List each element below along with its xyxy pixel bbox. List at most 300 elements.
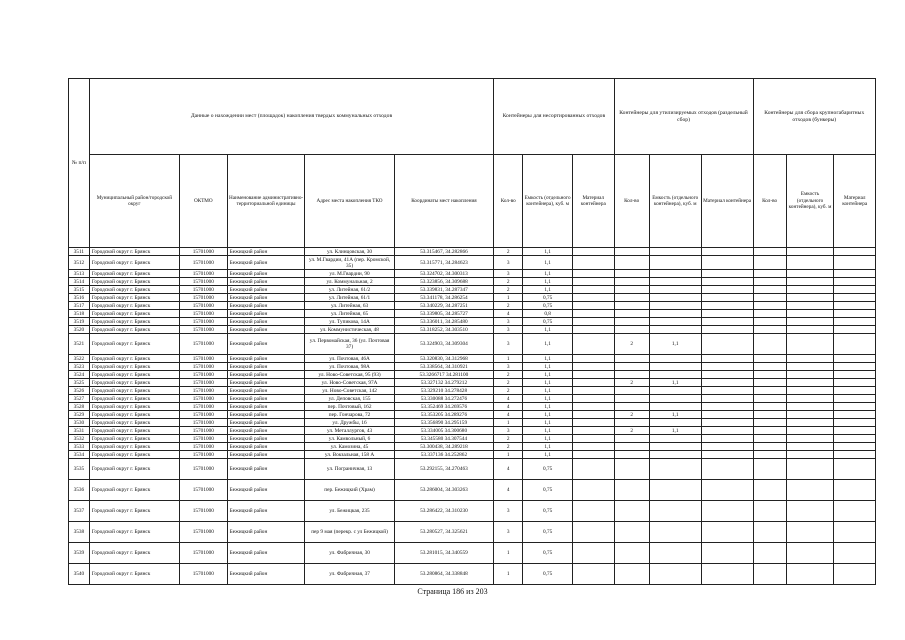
col-header: Емкость (отдельного контейнера), куб. м: [786, 155, 834, 248]
cell-row-number: 3529: [69, 411, 90, 419]
cell-bunker-material: [834, 286, 876, 294]
cell-address: пер 9 мая (перекр. с ул Бежицкой): [305, 522, 394, 543]
table-row: [69, 278, 876, 286]
cell-unsorted-material: [573, 411, 614, 419]
cell-address: ул. Камвольный, 6: [305, 435, 394, 443]
cell-bunker-material: [834, 248, 876, 256]
group-separate-header: Контейнеры для утилизируемых отходов (раздельный сбор): [614, 79, 753, 155]
cell-oktmo-code: 15701000: [179, 379, 227, 387]
cell-unsorted-material: [573, 543, 614, 564]
table-row: [69, 270, 876, 278]
cell-admin-unit: Бежицкий район: [227, 310, 305, 318]
cell-admin-unit: Бежицкий район: [227, 318, 305, 326]
page-footer: Страница 186 из 203: [417, 587, 488, 596]
cell-separate-count: [614, 451, 649, 459]
cell-municipality: Городской округ г. Брянск: [89, 543, 179, 564]
cell-separate-capacity: [649, 286, 701, 294]
table-row: [69, 387, 876, 395]
cell-separate-material: [701, 395, 753, 403]
cell-bunker-material: [834, 543, 876, 564]
cell-coordinates: 53.353205 34.289276: [394, 411, 494, 419]
cell-coordinates: 53.324702, 34.300313: [394, 270, 494, 278]
cell-unsorted-capacity: 0,8: [523, 310, 573, 318]
col-header: Муниципальный район/городской округ: [89, 155, 179, 248]
cell-separate-capacity: 1,1: [649, 334, 701, 355]
cell-coordinates: 53.280527, 34.325621: [394, 522, 494, 543]
cell-municipality: Городской округ г. Брянск: [89, 564, 179, 585]
cell-row-number: 3537: [69, 501, 90, 522]
cell-row-number: 3533: [69, 443, 90, 451]
cell-oktmo-code: 15701000: [179, 522, 227, 543]
cell-oktmo-code: 15701000: [179, 302, 227, 310]
cell-row-number: 3524: [69, 371, 90, 379]
cell-oktmo-code: 15701000: [179, 326, 227, 334]
cell-address: ул. М.Гвардии, 90: [305, 270, 394, 278]
cell-row-number: 3521: [69, 334, 90, 355]
cell-unsorted-material: [573, 371, 614, 379]
cell-unsorted-count: 1: [494, 543, 523, 564]
cell-coordinates: 53.286004, 34.303263: [394, 480, 494, 501]
cell-separate-capacity: [649, 387, 701, 395]
cell-unsorted-count: 2: [494, 387, 523, 395]
cell-bunker-count: [753, 310, 786, 318]
cell-address: ул. Литейная, 61/1: [305, 294, 394, 302]
cell-oktmo-code: 15701000: [179, 310, 227, 318]
group-unsorted-header: Контейнеры для несортированных отходов: [494, 79, 614, 155]
cell-bunker-material: [834, 326, 876, 334]
cell-municipality: Городской округ г. Брянск: [89, 248, 179, 256]
cell-separate-count: [614, 270, 649, 278]
cell-unsorted-capacity: 0,75: [523, 522, 573, 543]
table-body: [69, 248, 876, 585]
cell-unsorted-material: [573, 443, 614, 451]
cell-separate-count: [614, 395, 649, 403]
cell-unsorted-count: 4: [494, 395, 523, 403]
cell-unsorted-count: 3: [494, 256, 523, 270]
cell-unsorted-count: 1: [494, 419, 523, 427]
cell-oktmo-code: 15701000: [179, 411, 227, 419]
cell-separate-count: [614, 248, 649, 256]
table-row: [69, 371, 876, 379]
cell-unsorted-capacity: 0,75: [523, 302, 573, 310]
cell-address: ул. Коммунистическая, 48: [305, 326, 394, 334]
cell-unsorted-capacity: 1,1: [523, 355, 573, 363]
cell-row-number: 3525: [69, 379, 90, 387]
cell-admin-unit: Бежицкий район: [227, 270, 305, 278]
cell-bunker-material: [834, 403, 876, 411]
cell-bunker-count: [753, 403, 786, 411]
cell-admin-unit: Бежицкий район: [227, 334, 305, 355]
cell-bunker-material: [834, 564, 876, 585]
cell-unsorted-count: 2: [494, 286, 523, 294]
cell-coordinates: 53.286422, 34.310230: [394, 501, 494, 522]
cell-unsorted-capacity: 1,1: [523, 286, 573, 294]
cell-separate-capacity: [649, 326, 701, 334]
cell-bunker-count: [753, 371, 786, 379]
cell-separate-capacity: [649, 564, 701, 585]
cell-unsorted-capacity: 1,1: [523, 278, 573, 286]
cell-separate-material: [701, 411, 753, 419]
cell-row-number: 3531: [69, 427, 90, 435]
cell-admin-unit: Бежицкий район: [227, 379, 305, 387]
cell-bunker-capacity: [786, 355, 834, 363]
cell-row-number: 3517: [69, 302, 90, 310]
cell-unsorted-material: [573, 435, 614, 443]
cell-admin-unit: Бежицкий район: [227, 371, 305, 379]
cell-row-number: 3520: [69, 326, 90, 334]
document-page: [68, 78, 876, 585]
cell-municipality: Городской округ г. Брянск: [89, 310, 179, 318]
cell-coordinates: 53.281015, 34.340559: [394, 543, 494, 564]
table-row: [69, 334, 876, 355]
cell-admin-unit: Бежицкий район: [227, 543, 305, 564]
cell-bunker-capacity: [786, 363, 834, 371]
cell-unsorted-capacity: 0,75: [523, 543, 573, 564]
cell-separate-capacity: [649, 302, 701, 310]
cell-unsorted-count: 3: [494, 270, 523, 278]
cell-bunker-count: [753, 564, 786, 585]
cell-bunker-capacity: [786, 480, 834, 501]
cell-bunker-material: [834, 379, 876, 387]
cell-coordinates: 53.329210 34.278428: [394, 387, 494, 395]
cell-admin-unit: Бежицкий район: [227, 501, 305, 522]
col-header: Материал контейнера: [701, 155, 753, 248]
cell-unsorted-material: [573, 318, 614, 326]
table-row: [69, 363, 876, 371]
cell-unsorted-material: [573, 480, 614, 501]
cell-oktmo-code: 15701000: [179, 334, 227, 355]
cell-oktmo-code: 15701000: [179, 294, 227, 302]
cell-admin-unit: Бежицкий район: [227, 427, 305, 435]
cell-bunker-material: [834, 270, 876, 278]
cell-municipality: Городской округ г. Брянск: [89, 427, 179, 435]
cell-address: ул. Литейная, 65: [305, 310, 394, 318]
cell-bunker-capacity: [786, 371, 834, 379]
cell-separate-count: [614, 443, 649, 451]
col-header: Кол-во: [753, 155, 786, 248]
cell-admin-unit: Бежицкий район: [227, 278, 305, 286]
cell-row-number: 3532: [69, 435, 90, 443]
cell-separate-material: [701, 443, 753, 451]
cell-unsorted-capacity: 1,1: [523, 379, 573, 387]
cell-row-number: 3513: [69, 270, 90, 278]
cell-unsorted-capacity: 1,1: [523, 256, 573, 270]
cell-separate-count: [614, 501, 649, 522]
table-row: [69, 379, 876, 387]
cell-coordinates: 53.352469 34.269576: [394, 403, 494, 411]
table-row: [69, 403, 876, 411]
cell-municipality: Городской округ г. Брянск: [89, 522, 179, 543]
cell-oktmo-code: 15701000: [179, 451, 227, 459]
cell-coordinates: 53.292155, 34.270463: [394, 459, 494, 480]
cell-address: ул. Почтовая, 98А: [305, 363, 394, 371]
cell-separate-count: [614, 480, 649, 501]
cell-bunker-capacity: [786, 379, 834, 387]
cell-separate-material: [701, 371, 753, 379]
cell-separate-material: [701, 334, 753, 355]
cell-unsorted-count: 2: [494, 379, 523, 387]
cell-separate-material: [701, 302, 753, 310]
waste-sites-table: [68, 78, 876, 585]
cell-unsorted-count: 2: [494, 278, 523, 286]
cell-coordinates: 53.320830, 34.312968: [394, 355, 494, 363]
cell-bunker-capacity: [786, 543, 834, 564]
cell-unsorted-material: [573, 363, 614, 371]
cell-row-number: 3540: [69, 564, 90, 585]
cell-admin-unit: Бежицкий район: [227, 326, 305, 334]
cell-municipality: Городской округ г. Брянск: [89, 387, 179, 395]
cell-row-number: 3516: [69, 294, 90, 302]
cell-separate-capacity: [649, 543, 701, 564]
table-row: [69, 501, 876, 522]
cell-bunker-material: [834, 480, 876, 501]
cell-separate-count: [614, 310, 649, 318]
cell-unsorted-count: 4: [494, 310, 523, 318]
table-row: [69, 294, 876, 302]
cell-bunker-capacity: [786, 451, 834, 459]
cell-separate-count: [614, 355, 649, 363]
cell-address: ул. Литейная, 63: [305, 302, 394, 310]
cell-row-number: 3528: [69, 403, 90, 411]
cell-unsorted-material: [573, 522, 614, 543]
cell-bunker-capacity: [786, 286, 834, 294]
cell-coordinates: 53.345580 34.307544: [394, 435, 494, 443]
cell-coordinates: 53.324903, 34.309304: [394, 334, 494, 355]
cell-row-number: 3534: [69, 451, 90, 459]
cell-unsorted-count: 2: [494, 371, 523, 379]
cell-separate-material: [701, 379, 753, 387]
cell-separate-capacity: [649, 501, 701, 522]
cell-separate-material: [701, 248, 753, 256]
cell-address: ул. Пограничная, 13: [305, 459, 394, 480]
cell-bunker-capacity: [786, 411, 834, 419]
cell-bunker-capacity: [786, 302, 834, 310]
cell-municipality: Городской округ г. Брянск: [89, 334, 179, 355]
table-row: [69, 286, 876, 294]
cell-bunker-material: [834, 363, 876, 371]
cell-separate-material: [701, 286, 753, 294]
cell-bunker-material: [834, 355, 876, 363]
table-row: [69, 443, 876, 451]
cell-unsorted-capacity: 1,1: [523, 419, 573, 427]
cell-unsorted-count: 3: [494, 522, 523, 543]
cell-municipality: Городской округ г. Брянск: [89, 294, 179, 302]
cell-oktmo-code: 15701000: [179, 480, 227, 501]
cell-bunker-capacity: [786, 443, 834, 451]
cell-oktmo-code: 15701000: [179, 248, 227, 256]
cell-municipality: Городской округ г. Брянск: [89, 318, 179, 326]
cell-bunker-material: [834, 387, 876, 395]
cell-municipality: Городской округ г. Брянск: [89, 278, 179, 286]
cell-separate-count: 2: [614, 379, 649, 387]
cell-municipality: Городской округ г. Брянск: [89, 379, 179, 387]
cell-unsorted-material: [573, 395, 614, 403]
cell-separate-material: [701, 363, 753, 371]
cell-admin-unit: Бежицкий район: [227, 294, 305, 302]
cell-separate-material: [701, 294, 753, 302]
cell-unsorted-material: [573, 278, 614, 286]
cell-bunker-count: [753, 543, 786, 564]
cell-unsorted-capacity: 0,75: [523, 564, 573, 585]
cell-bunker-count: [753, 326, 786, 334]
cell-coordinates: 53.318252, 34.303510: [394, 326, 494, 334]
cell-bunker-capacity: [786, 278, 834, 286]
cell-separate-capacity: [649, 435, 701, 443]
cell-separate-count: [614, 459, 649, 480]
cell-separate-capacity: [649, 294, 701, 302]
cell-admin-unit: Бежицкий район: [227, 522, 305, 543]
cell-row-number: 3523: [69, 363, 90, 371]
cell-unsorted-material: [573, 286, 614, 294]
cell-address: ул. Металлургов, 43: [305, 427, 394, 435]
cell-bunker-material: [834, 443, 876, 451]
cell-unsorted-material: [573, 419, 614, 427]
cell-municipality: Городской округ г. Брянск: [89, 403, 179, 411]
cell-bunker-capacity: [786, 256, 834, 270]
cell-bunker-material: [834, 371, 876, 379]
cell-coordinates: 53.334005 34.300680: [394, 427, 494, 435]
table-row: [69, 326, 876, 334]
cell-separate-capacity: [649, 451, 701, 459]
cell-unsorted-count: 2: [494, 302, 523, 310]
cell-bunker-capacity: [786, 387, 834, 395]
cell-separate-capacity: [649, 419, 701, 427]
cell-address: ул. Коммунальная, 2: [305, 278, 394, 286]
cell-municipality: Городской округ г. Брянск: [89, 326, 179, 334]
cell-separate-capacity: [649, 270, 701, 278]
cell-municipality: Городской округ г. Брянск: [89, 501, 179, 522]
cell-address: ул. Первомайская, 36 (ул. Почтовая 37): [305, 334, 394, 355]
cell-admin-unit: Бежицкий район: [227, 564, 305, 585]
cell-coordinates: 53.338564, 34.310921: [394, 363, 494, 371]
cell-municipality: Городской округ г. Брянск: [89, 451, 179, 459]
cell-separate-count: [614, 294, 649, 302]
cell-row-number: 3522: [69, 355, 90, 363]
cell-separate-count: [614, 419, 649, 427]
cell-coordinates: 53.341178, 34.286254: [394, 294, 494, 302]
cell-unsorted-capacity: 1,1: [523, 435, 573, 443]
cell-unsorted-material: [573, 270, 614, 278]
table-row: [69, 395, 876, 403]
cell-admin-unit: Бежицкий район: [227, 248, 305, 256]
cell-separate-count: [614, 286, 649, 294]
cell-municipality: Городской округ г. Брянск: [89, 443, 179, 451]
cell-coordinates: 53.300438, 34.289218: [394, 443, 494, 451]
cell-municipality: Городской округ г. Брянск: [89, 459, 179, 480]
cell-separate-count: [614, 543, 649, 564]
cell-unsorted-material: [573, 459, 614, 480]
cell-bunker-material: [834, 256, 876, 270]
cell-unsorted-count: 4: [494, 403, 523, 411]
cell-oktmo-code: 15701000: [179, 459, 227, 480]
cell-bunker-count: [753, 411, 786, 419]
cell-unsorted-capacity: 1,1: [523, 443, 573, 451]
cell-separate-material: [701, 403, 753, 411]
cell-bunker-material: [834, 318, 876, 326]
cell-oktmo-code: 15701000: [179, 543, 227, 564]
cell-municipality: Городской округ г. Брянск: [89, 411, 179, 419]
cell-address: ул. Литейная, 61/2: [305, 286, 394, 294]
cell-unsorted-count: 4: [494, 459, 523, 480]
col-header: Материал контейнера: [573, 155, 614, 248]
group-bunker-header: Контейнеры для сбора крупногабаритных отходов (бункеры): [753, 79, 875, 155]
cell-admin-unit: Бежицкий район: [227, 363, 305, 371]
cell-unsorted-count: 1: [494, 451, 523, 459]
cell-row-number: 3539: [69, 543, 90, 564]
cell-separate-material: [701, 427, 753, 435]
cell-bunker-count: [753, 248, 786, 256]
cell-bunker-capacity: [786, 435, 834, 443]
cell-coordinates: 53.339831, 34.287347: [394, 286, 494, 294]
table-row: [69, 318, 876, 326]
cell-unsorted-capacity: 1,1: [523, 395, 573, 403]
cell-bunker-material: [834, 522, 876, 543]
cell-bunker-count: [753, 501, 786, 522]
cell-oktmo-code: 15701000: [179, 278, 227, 286]
cell-separate-material: [701, 459, 753, 480]
cell-address: ул. Клинцовская, 30: [305, 248, 394, 256]
cell-unsorted-capacity: 1,1: [523, 411, 573, 419]
cell-separate-capacity: 1,1: [649, 379, 701, 387]
col-header: Координаты мест накопления: [394, 155, 494, 248]
cell-separate-material: [701, 501, 753, 522]
cell-admin-unit: Бежицкий район: [227, 480, 305, 501]
cell-coordinates: 53.315771, 34.284623: [394, 256, 494, 270]
cell-bunker-count: [753, 363, 786, 371]
cell-unsorted-material: [573, 427, 614, 435]
cell-separate-capacity: [649, 459, 701, 480]
col-header: Наименование административно-территориальной единицы: [227, 155, 305, 248]
cell-bunker-material: [834, 501, 876, 522]
cell-oktmo-code: 15701000: [179, 270, 227, 278]
cell-bunker-capacity: [786, 459, 834, 480]
cell-bunker-count: [753, 443, 786, 451]
cell-row-number: 3526: [69, 387, 90, 395]
cell-row-number: 3511: [69, 248, 90, 256]
cell-separate-capacity: [649, 248, 701, 256]
cell-unsorted-capacity: 1,1: [523, 451, 573, 459]
cell-oktmo-code: 15701000: [179, 443, 227, 451]
cell-separate-count: [614, 256, 649, 270]
cell-separate-capacity: [649, 522, 701, 543]
cell-oktmo-code: 15701000: [179, 564, 227, 585]
cell-bunker-count: [753, 256, 786, 270]
table-row: [69, 459, 876, 480]
cell-oktmo-code: 15701000: [179, 395, 227, 403]
cell-oktmo-code: 15701000: [179, 427, 227, 435]
cell-bunker-count: [753, 395, 786, 403]
header-row-columns: [69, 155, 876, 248]
cell-separate-count: 2: [614, 334, 649, 355]
cell-separate-count: [614, 564, 649, 585]
col-header: Материал контейнера: [834, 155, 876, 248]
cell-separate-capacity: [649, 480, 701, 501]
table-row: [69, 480, 876, 501]
cell-separate-capacity: [649, 318, 701, 326]
cell-separate-count: [614, 326, 649, 334]
cell-oktmo-code: 15701000: [179, 355, 227, 363]
cell-admin-unit: Бежицкий район: [227, 435, 305, 443]
cell-bunker-count: [753, 278, 786, 286]
table-row: [69, 248, 876, 256]
cell-bunker-count: [753, 318, 786, 326]
cell-separate-material: [701, 419, 753, 427]
cell-address: ул. Фабричная, 37: [305, 564, 394, 585]
cell-coordinates: 53.315467, 34.282866: [394, 248, 494, 256]
cell-bunker-material: [834, 435, 876, 443]
cell-bunker-material: [834, 395, 876, 403]
cell-coordinates: 53.337136 34.252862: [394, 451, 494, 459]
